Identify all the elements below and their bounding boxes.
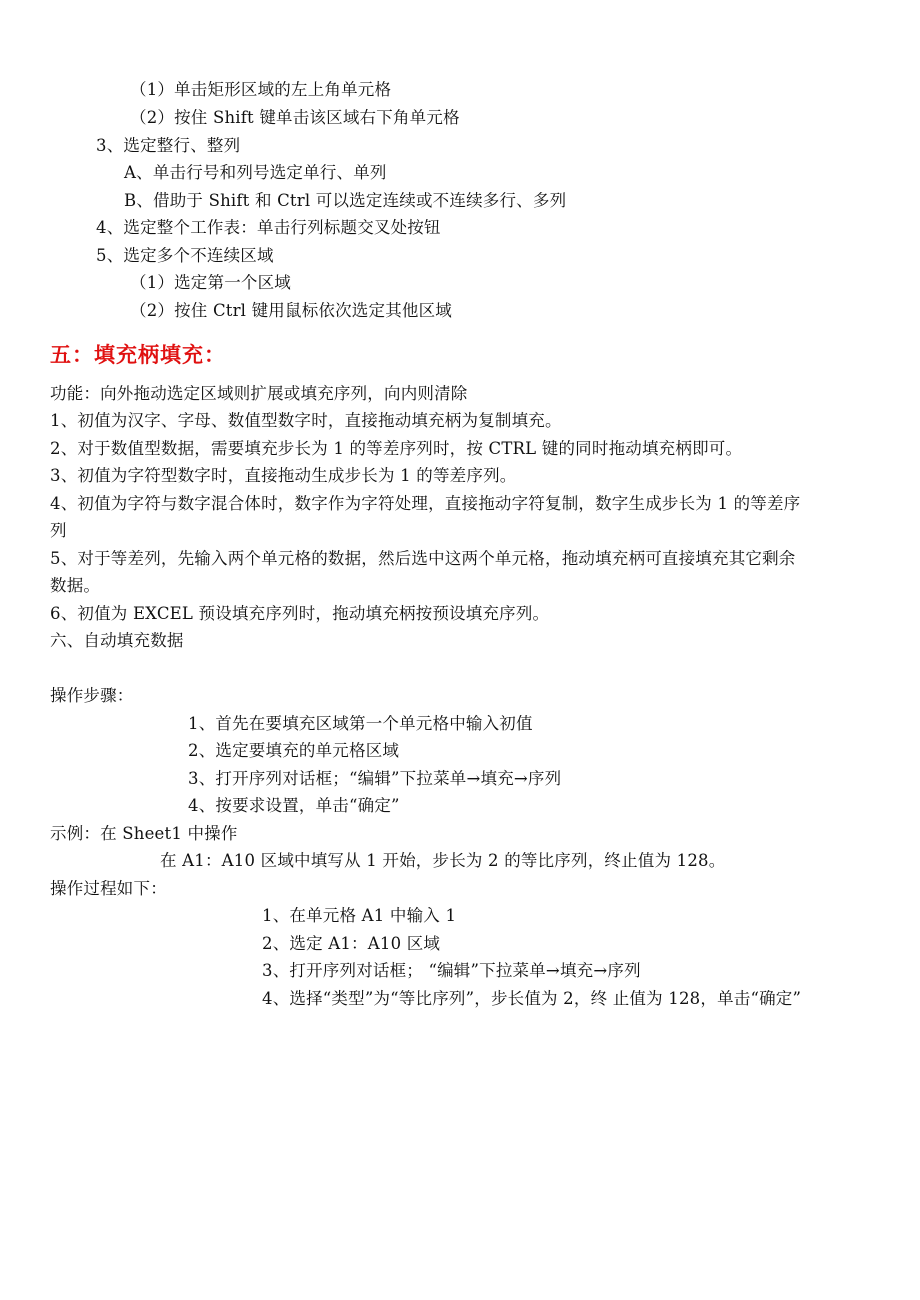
text-line: 操作步骤： xyxy=(50,686,134,705)
text-line: （2）按住 Shift 键单击该区域右下角单元格 xyxy=(130,108,460,127)
text-line: 4、初值为字符与数字混合体时，数字作为字符处理，直接拖动字符复制，数字生成步长为 1 的等差序 xyxy=(50,494,801,513)
text-line: 列 xyxy=(50,521,67,540)
text-line: A、单击行号和列号选定单行、单列 xyxy=(124,163,387,182)
text-line: 数据。 xyxy=(50,576,101,595)
text-line: （2）按住 Ctrl 键用鼠标依次选定其他区域 xyxy=(130,301,453,320)
text-line: 1、初值为汉字、字母、数值型数字时，直接拖动填充柄为复制填充。 xyxy=(50,411,562,430)
text-line: 3、初值为字符型数字时，直接拖动生成步长为 1 的等差序列。 xyxy=(50,466,517,485)
text-line: 4、选定整个工作表：单击行列标题交叉处按钮 xyxy=(96,218,441,237)
text-line: 5、对于等差列，先输入两个单元格的数据，然后选中这两个单元格，拖动填充柄可直接填充其它剩余 xyxy=(50,549,796,568)
text-line: （1）选定第一个区域 xyxy=(130,273,291,292)
text-line: 六、自动填充数据 xyxy=(50,631,184,650)
text-line: 4、按要求设置，单击“确定” xyxy=(188,796,400,815)
text-line: 1、在单元格 A1 中输入 1 xyxy=(262,906,457,925)
text-line: 1、首先在要填充区域第一个单元格中输入初值 xyxy=(188,714,533,733)
text-line: 3、打开序列对话框；“编辑”下拉菜单→填充→序列 xyxy=(188,769,562,788)
text-line: 4、选择“类型”为“等比序列”，步长值为 2，终 止值为 128，单击“确定” xyxy=(262,989,802,1008)
text-line: 操作过程如下： xyxy=(50,879,167,898)
text-line: B、借助于 Shift 和 Ctrl 可以选定连续或不连续多行、多列 xyxy=(124,191,567,210)
text-line: 3、打开序列对话框； “编辑”下拉菜单→填充→序列 xyxy=(262,961,641,980)
text-line: 6、初值为 EXCEL 预设填充序列时，拖动填充柄按预设填充序列。 xyxy=(50,604,550,623)
text-line: （1）单击矩形区域的左上角单元格 xyxy=(130,80,392,99)
text-line: 2、选定 A1：A10 区域 xyxy=(262,934,441,953)
text-line: 5、选定多个不连续区域 xyxy=(96,246,274,265)
text-line: 2、对于数值型数据，需要填充步长为 1 的等差序列时，按 CTRL 键的同时拖动填充柄即可。 xyxy=(50,439,743,458)
text-line: 2、选定要填充的单元格区域 xyxy=(188,741,400,760)
text-line: 3、选定整行、整列 xyxy=(96,136,241,155)
section-heading: 五：填充柄填充： xyxy=(50,343,226,367)
text-line: 在 A1：A10 区域中填写从 1 开始，步长为 2 的等比序列，终止值为 128。 xyxy=(160,851,726,870)
text-line: 示例：在 Sheet1 中操作 xyxy=(50,824,238,843)
text-line: 功能：向外拖动选定区域则扩展或填充序列，向内则清除 xyxy=(50,384,468,403)
